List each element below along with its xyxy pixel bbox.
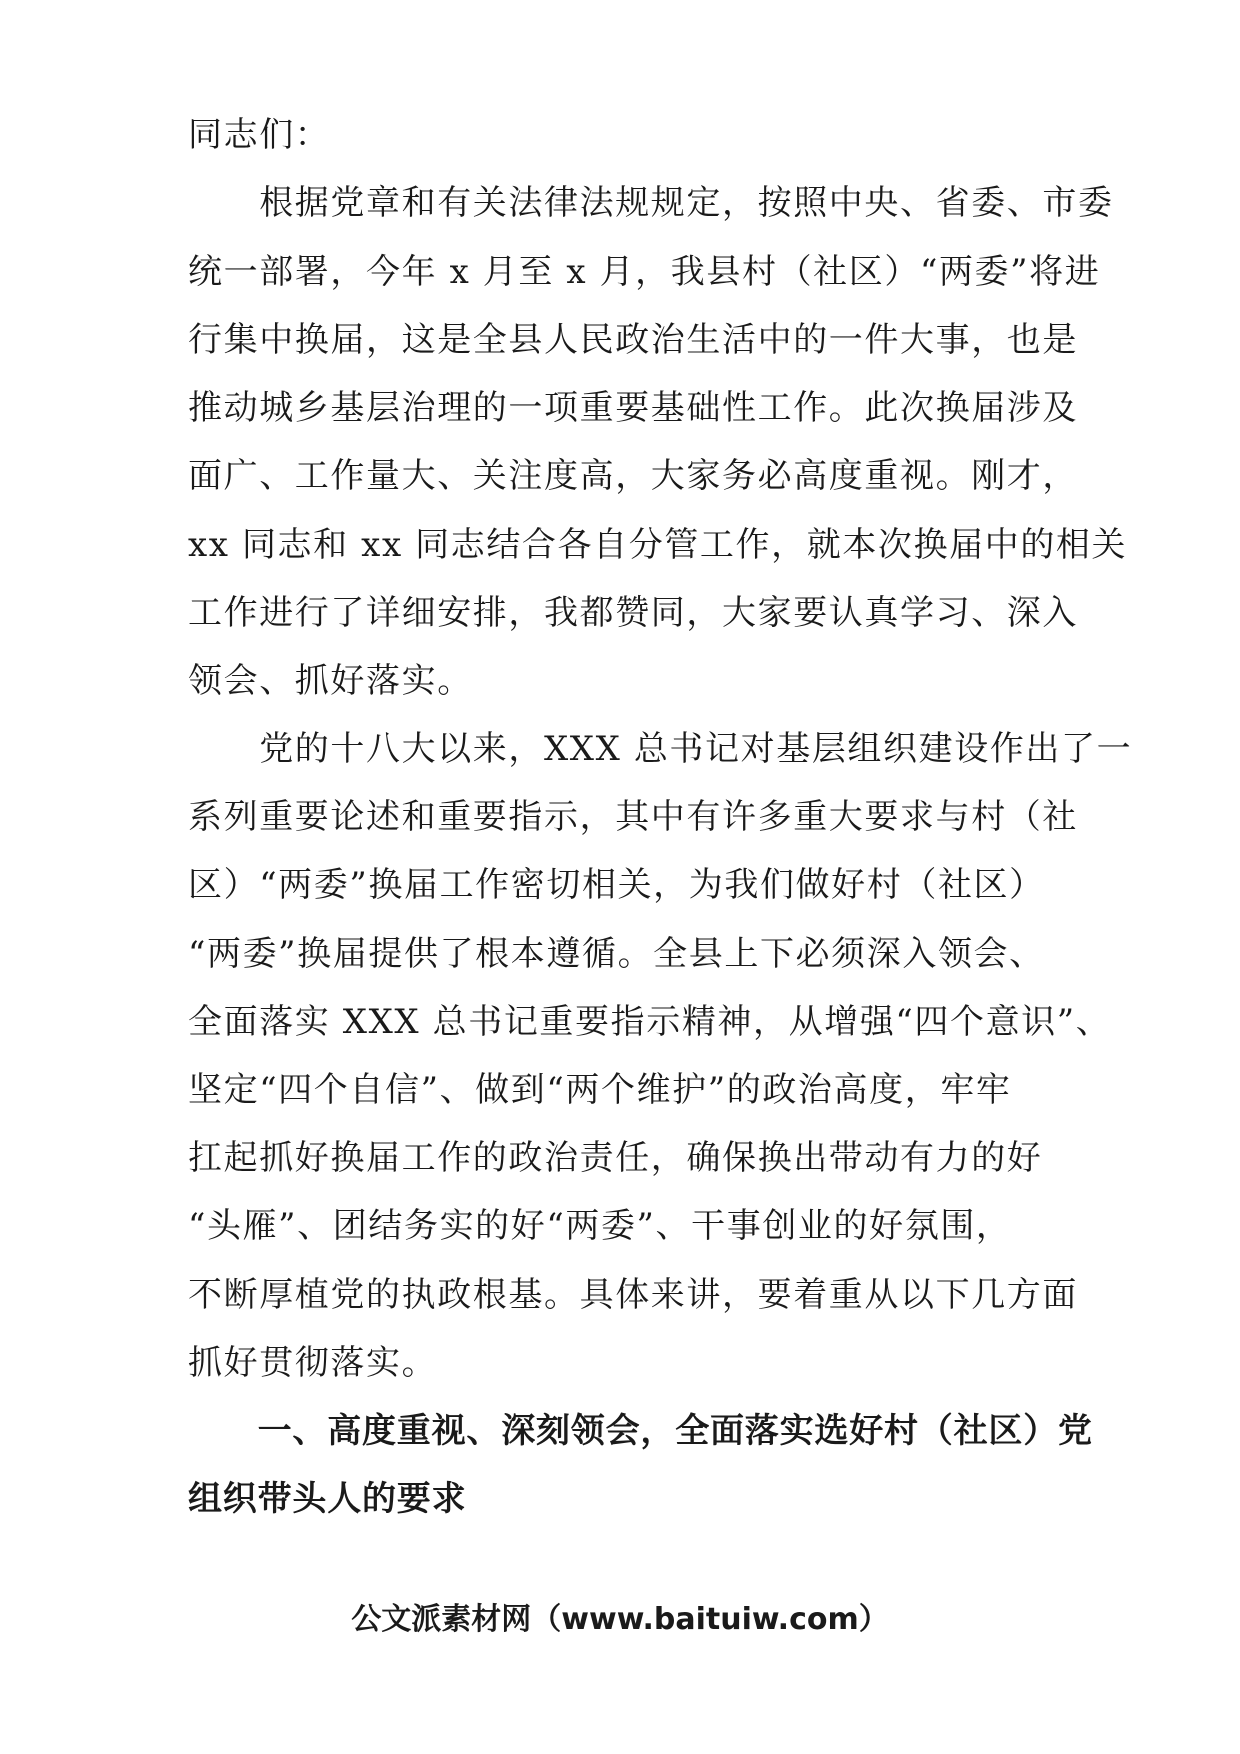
paragraph-line: “头雁”、团结务实的好“两委”、干事创业的好氛围，	[188, 1206, 1012, 1246]
paragraph-line: 统一部署，今年 x 月至 x 月，我县村（社区）“两委”将进	[188, 252, 1101, 292]
paragraph-line: 区）“两委”换届工作密切相关，为我们做好村（社区）	[188, 865, 1045, 905]
paragraph-line: 不断厚植党的执政根基。具体来讲，要着重从以下几方面	[188, 1275, 1078, 1315]
paragraph-line: “两委”换届提供了根本遵循。全县上下必须深入领会、	[188, 934, 1045, 974]
footer-watermark: 公文派素材网（www.baituiw.com）	[351, 1602, 889, 1637]
paragraph-line: 坚定“四个自信”、做到“两个维护”的政治高度，牢牢	[188, 1070, 1012, 1110]
paragraph-line: 根据党章和有关法律法规规定，按照中央、省委、市委	[188, 183, 1114, 223]
section-heading: 一、高度重视、深刻领会，全面落实选好村（社区）党	[188, 1411, 1093, 1451]
paragraph-line: 面广、工作量大、关注度高，大家务必高度重视。刚才，	[188, 456, 1078, 496]
paragraph-line: 抓好贯彻落实。	[188, 1343, 438, 1383]
paragraph-line: 领会、抓好落实。	[188, 661, 473, 701]
section-heading: 组织带头人的要求	[188, 1479, 467, 1519]
paragraph-line: xx 同志和 xx 同志结合各自分管工作，就本次换届中的相关	[188, 525, 1128, 565]
salutation: 同志们：	[188, 115, 331, 155]
paragraph-line: 行集中换届，这是全县人民政治生活中的一件大事，也是	[188, 320, 1078, 360]
paragraph-line: 系列重要论述和重要指示，其中有许多重大要求与村（社	[188, 797, 1078, 837]
paragraph-line: 扛起抓好换届工作的政治责任，确保换出带动有力的好	[188, 1138, 1043, 1178]
paragraph-line: 党的十八大以来，XXX 总书记对基层组织建设作出了一	[188, 729, 1133, 769]
paragraph-line: 工作进行了详细安排，我都赞同，大家要认真学习、深入	[188, 593, 1078, 633]
paragraph-line: 推动城乡基层治理的一项重要基础性工作。此次换届涉及	[188, 388, 1078, 428]
paragraph-line: 全面落实 XXX 总书记重要指示精神，从增强“四个意识”、	[188, 1002, 1112, 1042]
